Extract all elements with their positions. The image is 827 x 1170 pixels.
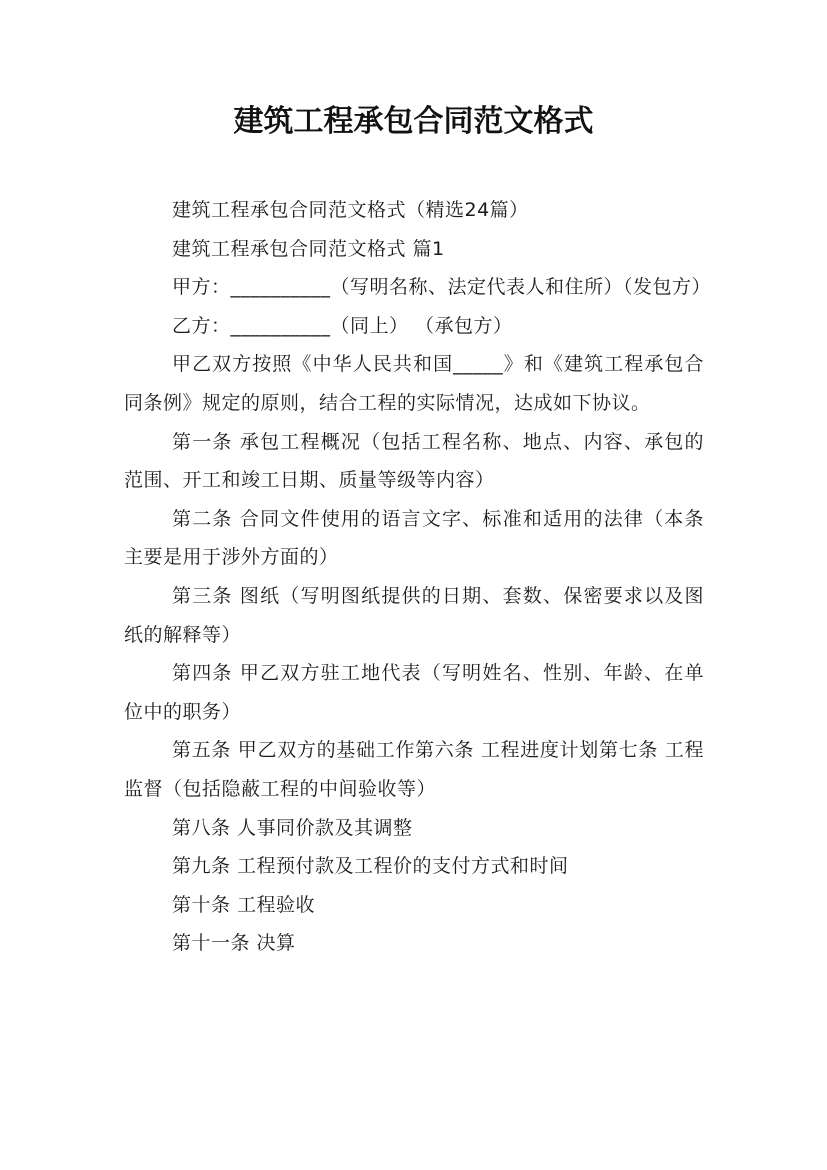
paragraph-article-11: 第十一条 决算 (172, 932, 296, 955)
paragraph-article-3: 第三条 图纸（写明图纸提供的日期、套数、保密要求以及图纸的解释等） (124, 584, 704, 646)
paragraph-subtitle: 建筑工程承包合同范文格式（精选24篇） (172, 199, 529, 221)
paragraph-article-8: 第八条 人事同价款及其调整 (172, 816, 413, 839)
paragraph-article-9: 第九条 工程预付款及工程价的支付方式和时间 (172, 855, 569, 878)
paragraph-article-2: 第二条 合同文件使用的语言文字、标准和适用的法律（本条主要是用于涉外方面的） (124, 507, 704, 569)
document-title: 建筑工程承包合同范文格式 (233, 104, 594, 139)
document-body (124, 191, 712, 963)
paragraph-article-1: 第一条 承包工程概况（包括工程名称、地点、内容、承包的范围、开工和竣工日期、质量等级等内容） (124, 430, 704, 492)
paragraph-party-a: 甲方：__________（写明名称、法定代表人和住所）（发包方） (172, 276, 712, 299)
paragraph-article-10: 第十条 工程验收 (172, 893, 316, 916)
paragraph-article-5-7: 第五条 甲乙双方的基础工作第六条 工程进度计划第七条 工程监督（包括隐蔽工程的中间验收等） (124, 739, 704, 800)
paragraph-party-b: 乙方：__________（同上） （承包方） (172, 314, 513, 337)
paragraph-section-heading: 建筑工程承包合同范文格式 篇1 (172, 237, 445, 260)
paragraph-agreement-basis: 甲乙双方按照《中华人民共和国_____》和《建筑工程承包合同条例》规定的原则，结合工程的实际情况，达成如下协议。 (124, 353, 704, 414)
paragraph-article-4: 第四条 甲乙双方驻工地代表（写明姓名、性别、年龄、在单位中的职务） (124, 662, 704, 723)
